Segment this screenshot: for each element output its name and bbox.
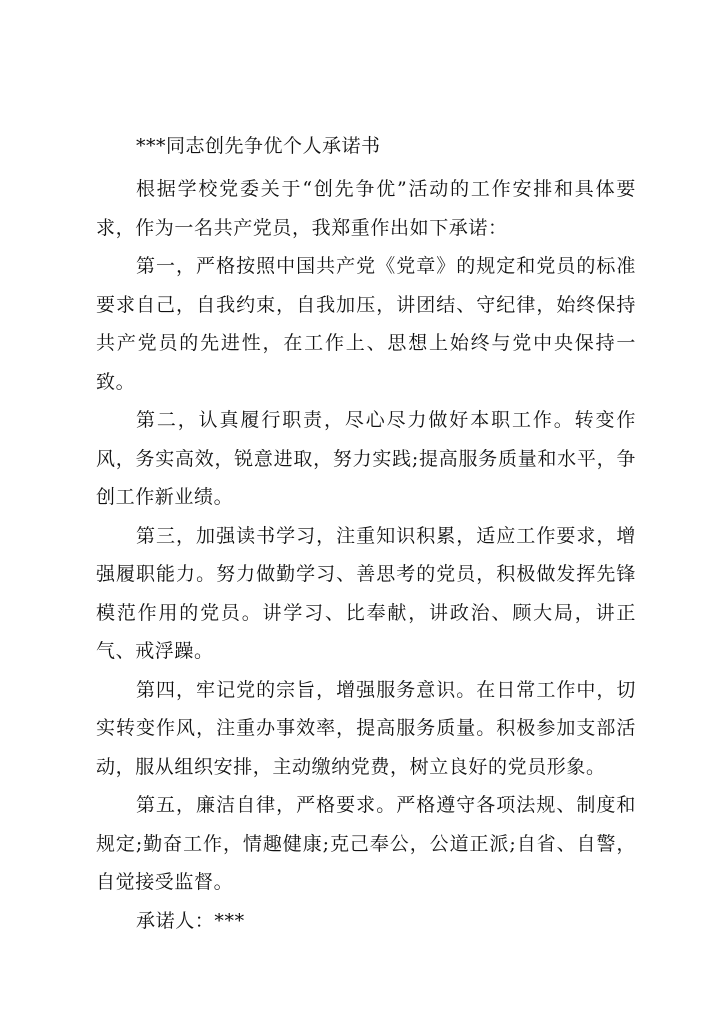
paragraph-second: 第二，认真履行职责，尽心尽力做好本职工作。转变作风，务实高效，锐意进取，努力实践;提高服务质量和水平，争创工作新业绩。 — [96, 409, 636, 508]
paragraph-intro: 根据学校党委关于“创先争优”活动的工作安排和具体要求，作为一名共产党员，我郑重作出如下承诺： — [96, 178, 636, 239]
paragraph-fifth: 第五，廉洁自律，严格要求。严格遵守各项法规、制度和规定;勤奋工作，情趣健康;克己奉公，公道正派;自省、自警，自觉接受监督。 — [96, 794, 636, 893]
paragraph-first: 第一，严格按照中国共产党《党章》的规定和党员的标准要求自己，自我约束，自我加压，讲团结、守纪律，始终保持共产党员的先进性，在工作上、思想上始终与党中央保持一致。 — [96, 255, 636, 393]
paragraph-third: 第三，加强读书学习，注重知识积累，适应工作要求，增强履职能力。努力做勤学习、善思考的党员，积极做发挥先锋模范作用的党员。讲学习、比奉献，讲政治、顾大局，讲正气、戒浮躁。 — [96, 524, 636, 662]
paragraph-fourth: 第四，牢记党的宗旨，增强服务意识。在日常工作中，切实转变作风，注重办事效率，提高服务质量。积极参加支部活动，服从组织安排，主动缴纳党费，树立良好的党员形象。 — [96, 678, 636, 778]
signature-line: 承诺人：*** — [136, 909, 245, 932]
document-page — [96, 134, 636, 940]
document-title: ***同志创先争优个人承诺书 — [136, 135, 381, 157]
